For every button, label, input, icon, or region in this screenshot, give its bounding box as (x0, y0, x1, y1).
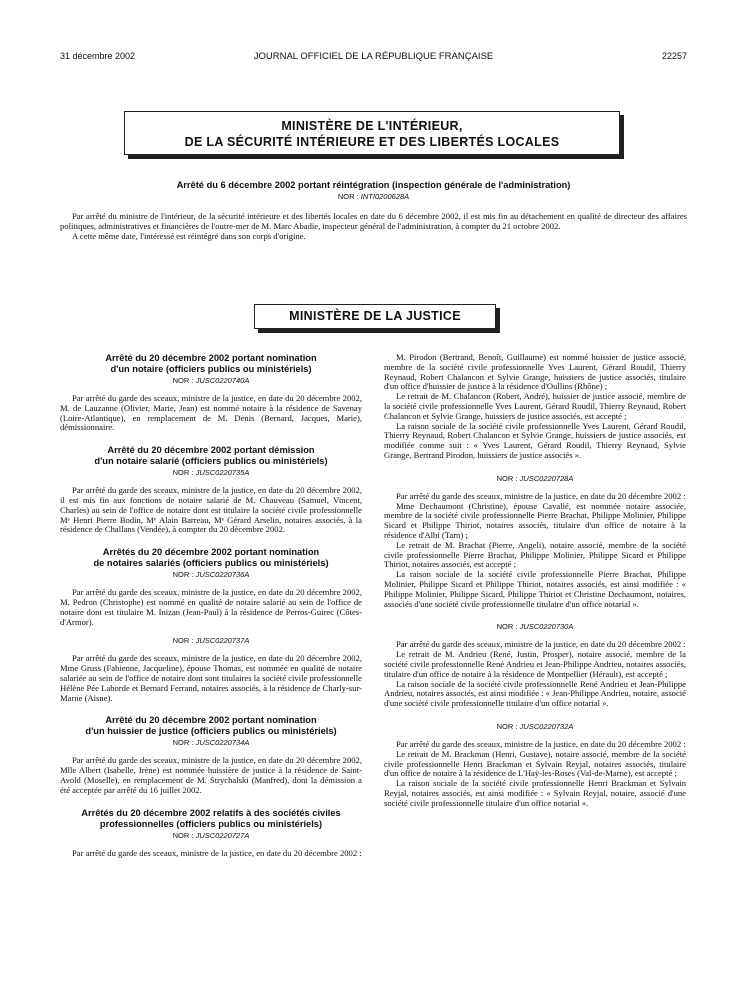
nor-code: JUSC0220727A (195, 830, 250, 840)
article-title: Arrêtés du 20 décembre 2002 relatifs à des sociétés civiles (81, 807, 341, 818)
paragraph: La raison sociale de la société civile professionnelle René Andrieu et Jean-Philippe Andrieu, notaires associés, est ainsi modifiée : « Jean-Philippe Andrieu, notaire, associé d'une société civile professionnelle titulaire d'un office notarial ». (384, 678, 686, 709)
page-header (60, 51, 687, 65)
header-journal-title: JOURNAL OFFICIEL DE LA RÉPUBLIQUE FRANÇAISE (253, 51, 494, 62)
article-title: professionnelles (officiers publics ou ministériels) (99, 818, 323, 829)
paragraph: Par arrêté du garde des sceaux, ministre de la justice, en date du 20 décembre 2002, Mme Gruss (Fabienne, Jacqueline), épouse Thomas, est nommée en qualité de notaire salariée au sein de l'office de notaire dont sont titulaires la société civile professionnelle Hélène Pée Laborde et Bernard Ferrand, notaires associés, à la résidence de Charly-sur-Marne (Aisne). (60, 653, 362, 703)
article-title: Arrêté du 20 décembre 2002 portant démission (107, 445, 315, 456)
article-title: d'un huissier de justice (officiers publics ou ministériels) (85, 726, 337, 737)
nor-label: NOR : (337, 192, 359, 201)
ministry-interior-line2: DE LA SÉCURITÉ INTÉRIEURE ET DES LIBERTÉS LOCALES (184, 135, 560, 149)
left-column (60, 353, 362, 858)
paragraph: Le retrait de M. Brackman (Henri, Gustave), notaire associé, membre de la société civile professionnelle Henri Brackman et Sylvain Reyjal, notaires associés, titulaire d'un office de notaire à la résidence de L'Haÿ-les-Roses (Val-de-Marne), est accepté ; (384, 748, 686, 779)
article-title: d'un notaire salarié (officiers publics ou ministériels) (94, 456, 328, 467)
nor-label: NOR : (172, 570, 194, 580)
ministry-interior-line1: MINISTÈRE DE L'INTÉRIEUR, (281, 119, 463, 133)
nor-label: NOR : (172, 468, 194, 478)
header-page-number: 22257 (661, 51, 687, 61)
paragraph: Le retrait de M. Brachat (Pierre, Angeli), notaire associé, membre de la société civile professionnelle Pierre Brachat, Philippe Molinier, Philippe Sicard et Philippe Thiriot, notaires associés, est accepté ; (384, 539, 686, 570)
paragraph: Par arrêté du garde des sceaux, ministre de la justice, en date du 20 décembre 2002 : (396, 639, 686, 650)
article-title: Arrêtés du 20 décembre 2002 portant nomination (102, 547, 320, 558)
paragraph: Par arrêté du garde des sceaux, ministre de la justice, en date du 20 décembre 2002 : (396, 738, 686, 749)
paragraph: Par arrêté du garde des sceaux, ministre de la justice, en date du 20 décembre 2002, Mlle Albert (Isabelle, Irène) est nommée huissière de justice à la résidence de Saint-Avold (Moselle), en remplacement de M. Strychalski (Manfred), dont la démission a été acceptée par arrêté du 16 juillet 2002. (60, 755, 362, 795)
nor-code: INTI0200628A (360, 192, 410, 201)
paragraph: Par arrêté du garde des sceaux, ministre de la justice, en date du 20 décembre 2002 : (72, 847, 362, 858)
nor-label: NOR : (496, 473, 518, 483)
nor-line (60, 635, 362, 646)
paragraph: A cette même date, l'intéressé est réintégré dans son corps d'origine. (72, 231, 306, 241)
paragraph: Le retrait de M. Andrieu (René, Justin, Prosper), notaire associé, membre de la société civile professionnelle René Andrieu et Jean-Philippe Andrieu, notaires associés, titulaire d'un office de notaire à la résidence de Montpellier (Hérault), est accepté ; (384, 649, 686, 679)
paragraph: La raison sociale de la société civile professionnelle Pierre Brachat, Philippe Molinier, Philippe Sicard et Philippe Thiriot, notaires associés, est ainsi modifiée : « Philippe Molinier, Philippe Sicard, Philippe Thiriot et Christine Dechaumont, notaires, associés d'une société civile professionnelle titulaire d'un office notarial ». (384, 569, 686, 609)
header-date: 31 décembre 2002 (60, 51, 136, 61)
nor-line (60, 375, 362, 386)
nor-line (384, 473, 686, 484)
nor-label: NOR : (496, 721, 518, 731)
paragraph: Le retrait de M. Chalancon (Robert, André), huissier de justice associé, membre de la société civile professionnelle Yves Laurent, Gérard Roudil, Thierry Reynaud, Robert Chalancon et Sylvie Grange, huissiers de justice associés, est accepté ; (384, 391, 686, 421)
nor-line (60, 569, 362, 580)
nor-label: NOR : (496, 622, 518, 632)
nor-line (60, 830, 362, 841)
paragraph: Par arrêté du garde des sceaux, ministre de la justice, en date du 20 décembre 2002, M. de Lauzanne (Olivier, Marie, Jean) est nommé notaire à la résidence de Savenay (Loire-Atlantique), en remplacement de M. Denis (Bernard, Jacques, Marie), démissionnaire. (60, 393, 362, 433)
nor-line (384, 721, 686, 732)
nor-line (384, 621, 686, 632)
nor-code: JUSC0220740A (195, 376, 250, 385)
paragraph: Par arrêté du ministre de l'intérieur, de la sécurité intérieure et des libertés locales en date du 6 décembre 2002, il est mis fin au détachement en qualité de directeur des affaires politiques, administratives et financières de l'outre-mer de M. Marc Abadie, inspecteur général de l'administration, à compter du 21 octobre 2002. (60, 211, 687, 231)
nor-code: JUSC0220737A (195, 636, 250, 646)
article-title: d'un notaire (officiers publics ou ministériels) (110, 364, 312, 374)
ministry-justice-title: MINISTÈRE DE LA JUSTICE (289, 309, 461, 323)
nor-line (60, 737, 362, 748)
paragraph: Par arrêté du garde des sceaux, ministre de la justice, en date du 20 décembre 2002, il est mis fin aux fonctions de notaire salarié de M. Chauveau (Samuel, Vincent, Charles) au sein de l'office de notaire dont est titulaire la société civile professionnelle Mᵉ Henri Pierre Bodin, Mᵉ Alain Barreau, Mᵉ Gérard Arselin, notaires associés, à la résidence de Challans (Vendée), à compter du 20 décembre 2002. (60, 485, 362, 535)
nor-code: JUSC0220736A (195, 570, 250, 580)
paragraph: La raison sociale de la société civile professionnelle Yves Laurent, Gérard Roudil, Thierry Reynaud, Robert Chalancon et Sylvie Grange, huissiers de justice associés, est modifiée comme suit : « Yves Laurent, Gérard Roudil, Thierry Reynaud, Sylvie Grange, Bertrand Pirodon, huissiers de justice associés ». (384, 420, 686, 460)
paragraph: Mme Dechaumont (Christine), épouse Cavalié, est nommée notaire associée, membre de la société civile professionnelle Pierre Brachat, Philippe Molinier, Philippe Sicard et Philippe Thiriot, notaires associés, titulaire d'un office de notaire à la résidence d'Albi (Tarn) ; (384, 500, 686, 540)
nor-code: JUSC0220735A (195, 468, 250, 478)
article-reintegration (60, 180, 687, 241)
nor-code: JUSC0220730A (519, 622, 574, 632)
nor-line (60, 467, 362, 478)
article-title: Arrêté du 20 décembre 2002 portant nomination (105, 353, 317, 363)
ministry-interior-box (124, 111, 620, 155)
paragraph: La raison sociale de la société civile professionnelle Henri Brackman et Sylvain Reyjal, notaires associés, est ainsi modifiée : « Sylvain Reyjal, notaire, associé d'une société civile professionnelle titulaire d'un office notarial ». (384, 778, 686, 808)
ministry-justice-box (254, 304, 496, 329)
paragraph: Par arrêté du garde des sceaux, ministre de la justice, en date du 20 décembre 2002 : (396, 490, 686, 501)
paragraph: M. Pirodon (Bertrand, Benoît, Guillaume) est nommé huissier de justice associé, membre de la société civile professionnelle Yves Laurent, Gérard Roudil, Thierry Reynaud, Robert Chalancon et Sylvie Grange, huissiers de justice associés, titulaire d'un office d'huissier de justice à la résidence d'Oullins (Rhône) ; (384, 352, 686, 392)
nor-code: JUSC0220734A (195, 738, 250, 748)
nor-code: JUSC0220728A (519, 473, 574, 483)
nor-line (60, 191, 687, 202)
nor-label: NOR : (172, 738, 194, 748)
nor-label: NOR : (172, 636, 194, 646)
article-title: Arrêté du 6 décembre 2002 portant réintégration (inspection générale de l'administration) (176, 180, 571, 190)
article-title: de notaires salariés (officiers publics ou ministériels) (93, 558, 329, 569)
article-title: Arrêté du 20 décembre 2002 portant nomination (105, 715, 317, 726)
right-column (384, 353, 686, 808)
nor-label: NOR : (172, 830, 194, 840)
paragraph: Par arrêté du garde des sceaux, ministre de la justice, en date du 20 décembre 2002, M. Pedron (Christophe) est nommé en qualité de notaire salarié au sein de l'office de notaire dont est titulaire M. Inizan (Jean-Paul) à la résidence de Perros-Guirec (Côtes-d'Armor). (60, 587, 362, 627)
nor-code: JUSC0220732A (519, 721, 574, 731)
nor-label: NOR : (172, 376, 194, 385)
